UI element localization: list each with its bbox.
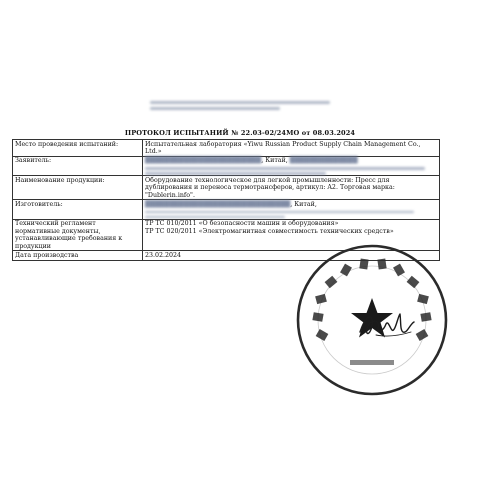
row-value-product-name: Оборудование технологическое для легкой промышленности: Пресс для дублирования и переноса термотрансферов, артикул: A2. Торговая марка: "Dublerin.info". bbox=[143, 176, 440, 200]
row-value-manufacturer: ██████████████████████████████, Китай, bbox=[143, 200, 440, 219]
redacted-applicant-line bbox=[145, 167, 425, 170]
redacted-applicant-address: ██████████████ bbox=[289, 157, 358, 165]
table-row bbox=[13, 156, 440, 175]
redacted-manufacturer-line bbox=[145, 211, 414, 214]
handwritten-signature-icon bbox=[356, 306, 418, 340]
table-row bbox=[13, 140, 440, 157]
redacted-manufacturer-name: ██████████████████████████████ bbox=[145, 200, 291, 208]
redacted-applicant-name: ████████████████████████ bbox=[145, 157, 262, 165]
manufacturer-country: Китай bbox=[294, 200, 315, 208]
protocol-title: ПРОТОКОЛ ИСПЫТАНИЙ № 22.03-02/24МО от 08.03.2024 bbox=[124, 129, 356, 137]
regulation-line: ТР ТС 010/2011 «О безопасности машин и оборудования» bbox=[145, 220, 339, 228]
row-label-production-date: Дата производства bbox=[13, 251, 143, 260]
row-value-applicant: ████████████████████████, Китай, ██████████████ bbox=[143, 156, 440, 175]
row-value-production-date: 23.02.2024 bbox=[143, 251, 440, 260]
redacted-manufacturer-line bbox=[145, 216, 285, 219]
row-label-regulations: Технический регламент нормативные документы, устанавливающие требования к продукции bbox=[13, 219, 143, 251]
redacted-applicant-line bbox=[145, 172, 326, 175]
row-label-applicant: Заявитель: bbox=[13, 156, 143, 175]
row-label-product-name: Наименование продукции: bbox=[13, 176, 143, 200]
row-value-test-location: Испытательная лаборатория «Yiwu Russian Product Supply Chain Management Co., Ltd.» bbox=[143, 140, 440, 157]
table-row bbox=[13, 200, 440, 219]
table-row bbox=[13, 176, 440, 200]
redacted-header-text bbox=[150, 98, 330, 112]
row-label-manufacturer: Изготовитель: bbox=[13, 200, 143, 219]
row-label-test-location: Место проведения испытаний: bbox=[13, 140, 143, 157]
seal-bottom-number bbox=[350, 360, 394, 365]
applicant-country: Китай bbox=[265, 157, 286, 165]
regulation-line: ТР ТС 020/2011 «Электромагнитная совместимость технических средств» bbox=[145, 227, 394, 235]
